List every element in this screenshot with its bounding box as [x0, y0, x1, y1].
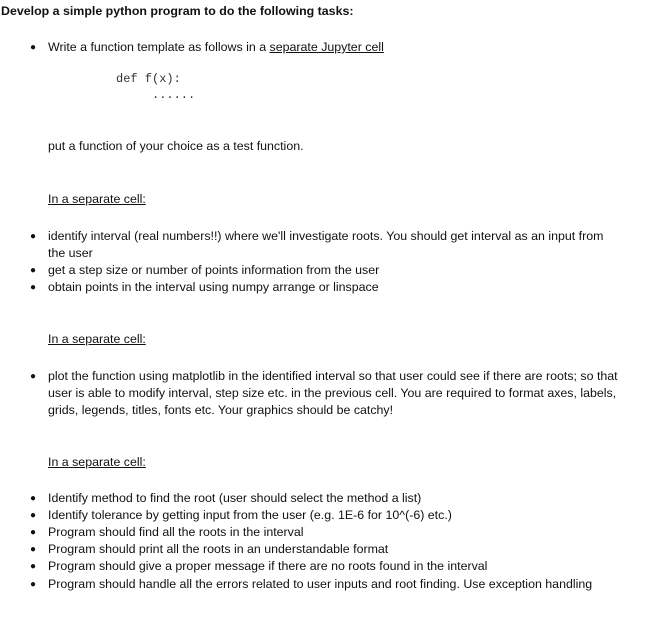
list-item-text: Program should print all the roots in an understandable format — [48, 542, 389, 556]
list-item-text: Program should give a proper message if there are no roots found in the interval — [48, 559, 488, 573]
task-note: put a function of your choice as a test function. — [48, 139, 304, 153]
task-text: Write a function template as follows in a — [48, 40, 270, 54]
bullet-icon: ● — [30, 510, 37, 521]
list-item-text: plot the function using matplotlib in the identified interval so that user could see if there are roots; so that user is able to modify interval, step size etc. in the previous cell. You are required to format axes, labels, grids, legends, titles, fonts etc. Your graphics should be catchy! — [48, 369, 618, 417]
code-line: def f(x): — [116, 72, 181, 86]
bullet-icon: ● — [30, 282, 37, 293]
list-item-text: Identify method to find the root (user should select the method a list) — [48, 491, 422, 505]
bullet-icon: ● — [30, 42, 37, 53]
bullet-icon: ● — [30, 527, 37, 538]
jupyter-cell-link: separate Jupyter cell — [269, 40, 384, 54]
section-label: In a separate cell: — [48, 455, 146, 469]
code-ellipsis: ...... — [152, 88, 196, 102]
bullet-icon: ● — [30, 561, 37, 572]
list-item-text: Program should handle all the errors related to user inputs and root finding. Use exception handling — [48, 577, 593, 591]
list-item-text: get a step size or number of points information from the user — [48, 263, 380, 277]
section-label: In a separate cell: — [48, 332, 146, 346]
bullet-icon: ● — [30, 231, 37, 242]
list-item-text: Identify tolerance by getting input from the user (e.g. 1E-6 for 10^(-6) etc.) — [48, 508, 452, 522]
list-item-text: identify interval (real numbers!!) where we'll investigate roots. You should get interval as an input from the user — [48, 229, 604, 260]
bullet-icon: ● — [30, 265, 37, 276]
bullet-icon: ● — [30, 544, 37, 555]
bullet-icon: ● — [30, 371, 37, 382]
list-item-text: Program should find all the roots in the interval — [48, 525, 304, 539]
section-label: In a separate cell: — [48, 192, 146, 206]
list-item-text — [48, 39, 628, 56]
bullet-icon: ● — [30, 493, 37, 504]
list-item-text: obtain points in the interval using numpy arrange or linspace — [48, 280, 379, 294]
page-heading: Develop a simple python program to do the following tasks: — [1, 4, 354, 18]
bullet-icon: ● — [30, 579, 37, 590]
